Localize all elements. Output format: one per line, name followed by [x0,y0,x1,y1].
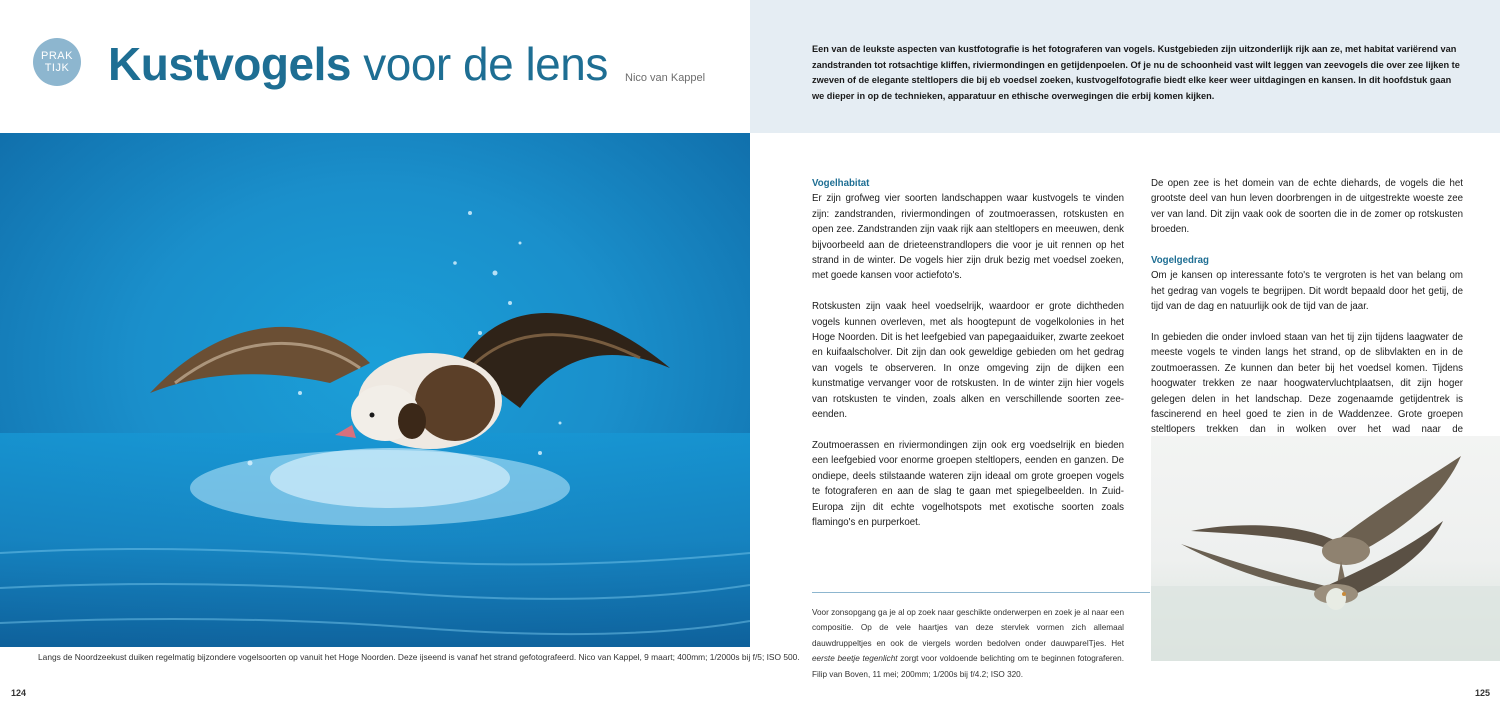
caption-right-part-3: zorgt voor voldoende belichting om te beginnen fotograferen. Filip van Boven, 11 mei; 200mm; 1/200s bij f/4.2; ISO 320. [812,654,1124,679]
badge-line-1: PRAK [41,50,73,62]
title-bold: Kustvogels [108,38,351,90]
caption-right-part-1: Voor zonsopgang ga je al op zoek naar geschikte onderwerpen en zoek je al naar een compositie. Op de vele haartjes van deze stervlek vormen zich allemaal dauwdruppeltjes en ook de viergels worden bedolven onder dauwparelTjes. Het [812,608,1124,648]
author-name: Nico van Kappel [625,72,706,84]
heading-vogelhabitat: Vogelhabitat [812,178,870,189]
praktijk-badge [33,38,81,86]
paragraph: In gebieden die onder invloed staan van het tij zijn tijdens laagwater de meeste vogels te vinden langs het strand, op de slibvlakten en in de zoutmoerassen. Ze kunnen dan beter bij het voedsel komen. Tijdens hoogwater trekken ze naar hoogwatervluchtplaatsen, dit zijn hoger gelegen delen in het landschap. Deze zogenaamde getijdentrek is fascinerend en heel goed te zien in de Waddenzee. Grote groepen steltlopers trekken dan in wolken over het wad naar de [1151,332,1463,436]
intro-text: Een van de leukste aspecten van kustfotografie is het fotograferen van vogels. Kustgebieden zijn uitzonderlijk rijk aan ze, met habitat variërend van zandstranden tot rotsachtige kliffen, riviermondingen en getijdenpoelen. Of je nu de schoonheid vast wilt leggen van zeevogels die over zee lijken te zweven of de elegante steltlopers die bij eb voedsel zoeken, kustvogelfotografie biedt elke keer weer uitdagingen en kansen. In dit hoofdstuk gaan we dieper in op de technieken, apparatuur en ethische overwegingen die erbij komen kijken. [812,44,1460,101]
text-column-2 [1151,176,1463,469]
paragraph: Er zijn grofweg vier soorten landschappen waar kustvogels te vinden zijn: zandstranden, riviermondingen of zoutmoerassen, rotskusten en open zee. Zandstranden zijn vaak rijk aan steltlopers en meeuwen, denk bijvoorbeeld aan de drieteenstrandlopers die voor je uit rennen op het strand in de winter. De vogels hier zijn druk bezig met voedsel zoeken, met goede kansen voor actiefoto's. [812,193,1124,282]
heading-vogelgedrag: Vogelgedrag [1151,255,1209,267]
gull-illustration [1151,436,1500,661]
page-title [108,36,608,92]
text-column-1 [812,176,1124,546]
header-left [0,0,750,133]
caption-left: Langs de Noordzeekust duiken regelmatig bijzondere vogelsoorten op vanuit het Hoge Noorden. Deze ijseend is vanaf het strand gefotografeerd. Nico van Kappel, 9 maart; 400mm; 1/2000s bij f/5; ISO 500. [38,652,800,662]
caption-divider [812,592,1150,593]
paragraph: Zoutmoerassen en riviermondingen zijn ook erg voedselrijk en bieden een leefgebied voor enorme groepen steltlopers, eenden en ganzen. De ondiepe, deels stilstaande wateren zijn ideaal om grote groepen vogels te fotograferen en aan de slag te gaan met spiegelbeelden. In Zuid-Europa zijn dit echte vogelhotspots met exotische soorten zoals flamingo's en purperkoet. [812,439,1124,528]
caption-right-italic: eerste beetje tegenlicht [812,654,898,664]
page-number-right: 125 [1475,688,1491,698]
header-right [750,0,1500,133]
title-light: voor de lens [363,38,608,90]
caption-right [812,605,1124,682]
paragraph: De open zee is het domein van de echte diehards, de vogels die het grootste deel van hun leven doorbrengen in de uitgestrekte woeste zee ver van land. Dit zijn vaak ook de soorten die in de zomer op rotskusten broeden. [1151,178,1463,236]
paragraph: Om je kansen op interessante foto's te vergroten is het van belang om het gedrag van vogels te begrijpen. Dit wordt bepaald door het getij, de tijd van de dag en natuurlijk ook de tijd van de jaar. [1151,270,1463,313]
paragraph: Rotskusten zijn vaak heel voedselrijk, waardoor er grote dichtheden vogels kunnen overleven, met als hoogtepunt de vogelkolonies in het Hoge Noorden. Dit is het leefgebied van papegaaiduiker, zwarte zeekoet en kuifaalscholver. Dit zijn dan ook geweldige gebieden om het gedrag van vogels te observeren. In onze omgeving zijn de dijken een kunstmatige vervanger voor de rotskusten. In de winter zijn hier vogels van rotskusten te vinden, zoals alken en verschillende soorten zee-eenden. [812,301,1124,421]
page-number-left: 124 [11,688,27,698]
gull-photo [1151,436,1500,661]
badge-line-2: TIJK [44,62,70,74]
duck-photo [0,133,750,647]
duck-illustration [0,133,750,647]
